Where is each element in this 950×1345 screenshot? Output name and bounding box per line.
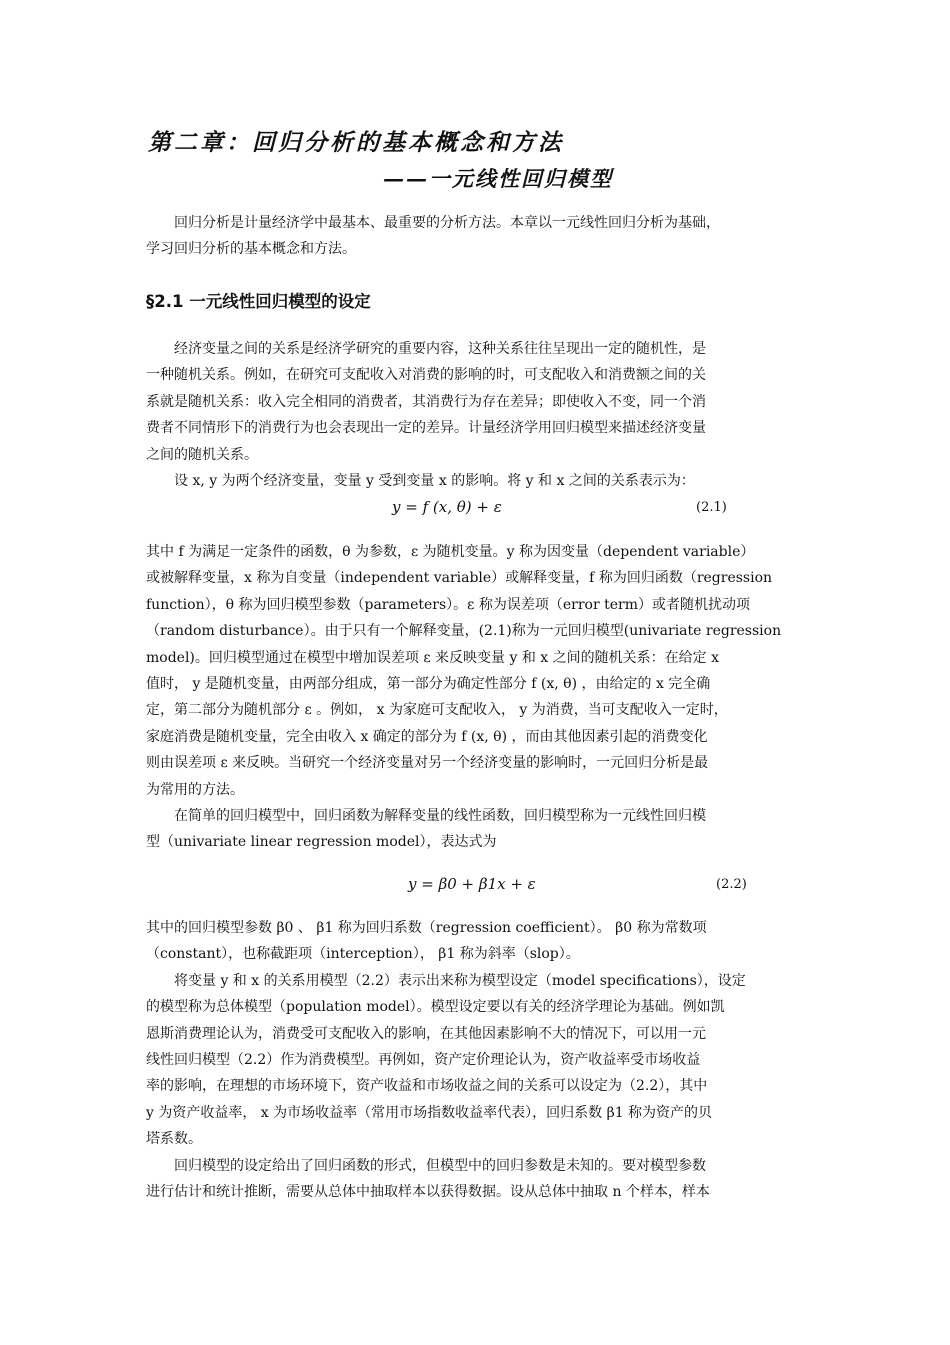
text-line: 将变量 y 和 x 的关系用模型（2.2）表示出来称为模型设定（model specifications），设定 <box>174 972 746 989</box>
text-line: 值时， y 是随机变量，由两部分组成，第一部分为确定性部分 f (x, θ) ，由给定的 x 完全确 <box>146 676 711 693</box>
text-line: 系就是随机关系：收入完全相同的消费者，其消费行为存在差异；即使收入不变，同一个消 <box>146 393 706 410</box>
text-line: 线性回归模型（2.2）作为消费模型。再例如，资产定价理论认为，资产收益率受市场收益 <box>146 1052 701 1069</box>
text-line: model)。回归模型通过在模型中增加误差项 ε 来反映变量 y 和 x 之间的随机关系：在给定 x <box>146 649 719 666</box>
intro-paragraph <box>146 210 808 263</box>
paragraph-5 <box>146 915 808 1205</box>
paragraph-3 <box>146 539 808 856</box>
text-line: 型（univariate linear regression model），表达式为 <box>146 834 497 851</box>
chapter-title: 第二章：回归分析的基本概念和方法 <box>148 129 564 156</box>
text-line: 或被解释变量，x 称为自变量（independent variable）或解释变量，f 称为回归函数（regression <box>146 570 773 587</box>
text-line: 家庭消费是随机变量，完全由收入 x 确定的部分为 f (x, θ) ，而由其他因素引起的消费变化 <box>146 728 708 745</box>
text-line: 其中的回归模型参数 β0 、 β1 称为回归系数（regression coefficient）。 β0 称为常数项 <box>146 920 707 936</box>
text-line: 一种随机关系。例如，在研究可支配收入对消费的影响的时，可支配收入和消费额之间的关 <box>146 367 706 384</box>
text-line: 塔系数。 <box>146 1131 202 1148</box>
equation-2-1: y = f (x, θ) + ε <box>392 498 502 516</box>
intro-line: 回归分析是计量经济学中最基本、最重要的分析方法。本章以一元线性回归分析为基础， <box>174 215 720 231</box>
text-line: （random disturbance）。由于只有一个解释变量，(2.1)称为一元回归模型(univariate regression <box>146 623 782 640</box>
text-line: y 为资产收益率， x 为市场收益率（常用市场指数收益率代表），回归系数 β1 称为资产的贝 <box>146 1104 713 1121</box>
text-line: 费者不同情形下的消费行为也会表现出一定的差异。计量经济学用回归模型来描述经济变量 <box>146 420 706 437</box>
text-line: 设 x, y 为两个经济变量，变量 y 受到变量 x 的影响。将 y 和 x 之间的关系表示为： <box>174 473 695 490</box>
equation-number-2-2: (2.2) <box>716 877 747 892</box>
equation-number-2-1: (2.1) <box>696 500 727 515</box>
text-line: 定，第二部分为随机部分 ε 。例如， x 为家庭可支配收入， y 为消费，当可支配收入一定时， <box>146 702 728 719</box>
text-line: 恩斯消费理论认为，消费受可支配收入的影响，在其他因素影响不大的情况下，可以用一元 <box>146 1025 706 1042</box>
equation-2-2: y = β0 + β1x + ε <box>408 875 536 893</box>
text-line: 率的影响，在理想的市场环境下，资产收益和市场收益之间的关系可以设定为（2.2），其中 <box>146 1078 708 1095</box>
text-line: 经济变量之间的关系是经济学研究的重要内容，这种关系往往呈现出一定的随机性，是 <box>174 341 706 357</box>
section-heading: §2.1 一元线性回归模型的设定 <box>146 292 371 311</box>
text-line: 为常用的方法。 <box>146 781 244 798</box>
text-line: 的模型称为总体模型（population model）。模型设定要以有关的经济学理论为基础。例如凯 <box>146 999 725 1016</box>
text-line: （constant），也称截距项（interception）， β1 称为斜率（slop）。 <box>146 946 580 963</box>
paragraph-1 <box>146 336 808 494</box>
chapter-subtitle: ——一元线性回归模型 <box>383 166 613 191</box>
text-line: function），θ 称为回归模型参数（parameters）。ε 称为误差项（error term）或者随机扰动项 <box>146 596 751 613</box>
text-line: 回归模型的设定给出了回归函数的形式，但模型中的回归参数是未知的。要对模型参数 <box>174 1157 706 1174</box>
text-line: 进行估计和统计推断，需要从总体中抽取样本以获得数据。设从总体中抽取 n 个样本，样本 <box>146 1184 710 1201</box>
text-line: 其中 f 为满足一定条件的函数，θ 为参数，ε 为随机变量。y 称为因变量（dependent variable） <box>146 544 755 560</box>
text-line: 在简单的回归模型中，回归函数为解释变量的线性函数，回归模型称为一元线性回归模 <box>174 808 706 825</box>
text-line: 则由误差项 ε 来反映。当研究一个经济变量对另一个经济变量的影响时，一元回归分析是最 <box>146 755 709 772</box>
intro-line: 学习回归分析的基本概念和方法。 <box>146 241 356 258</box>
text-line: 之间的随机关系。 <box>146 446 258 463</box>
